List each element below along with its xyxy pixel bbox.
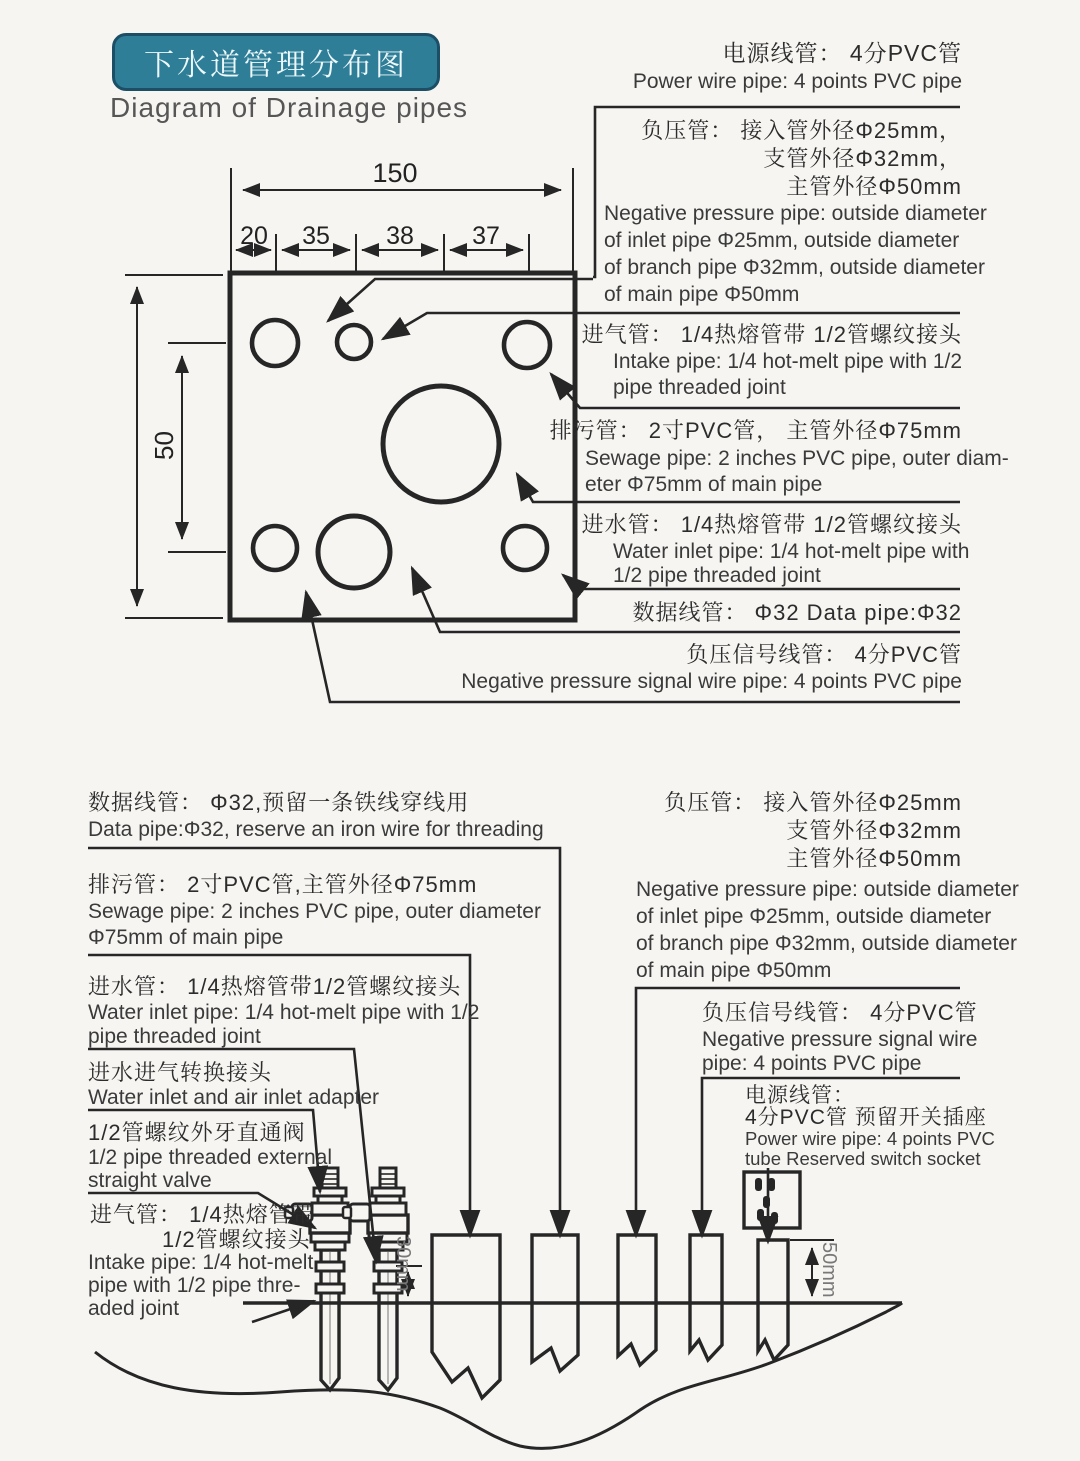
- label-sewage-en-2: eter Φ75mm of main pipe: [585, 473, 823, 496]
- label-b-data-en: Data pipe:Φ32, reserve an iron wire for threading: [88, 818, 544, 841]
- label-b-np-en-3: of branch pipe Φ32mm, outside diameter: [636, 932, 1017, 955]
- label-b-valve-en-1: 1/2 pipe threaded external: [88, 1146, 333, 1169]
- label-b-data-cn: 数据线管： Φ32,预留一条铁线穿线用: [88, 790, 470, 815]
- label-b-intake-cn-1: 进气管： 1/4热熔管带: [90, 1202, 315, 1227]
- label-b-power-en-1: Power wire pipe: 4 points PVC: [745, 1128, 995, 1149]
- label-b-intake-en-2: pipe with 1/2 pipe thre-: [88, 1274, 301, 1297]
- label-data-row: 数据线管： Φ32 Data pipe:Φ32: [632, 600, 962, 625]
- label-power-cn: 电源线管： 4分PVC管: [722, 40, 962, 66]
- hole-bottom-right: [503, 526, 547, 570]
- dim-seg3: 38: [386, 222, 414, 250]
- label-nps-en: Negative pressure signal wire pipe: 4 points PVC pipe: [461, 670, 962, 693]
- dim-depth-30mm: 30mm: [392, 1236, 414, 1292]
- label-power-en: Power wire pipe: 4 points PVC pipe: [632, 70, 962, 93]
- label-intake-cn: 进气管： 1/4热熔管带 1/2管螺纹接头: [581, 322, 962, 347]
- label-b-nps-en-1: Negative pressure signal wire: [702, 1028, 978, 1051]
- label-b-adapter-en: Water inlet and air inlet adapter: [88, 1086, 380, 1109]
- label-np-en-4: of main pipe Φ50mm: [604, 283, 800, 306]
- label-np-en-2: of inlet pipe Φ25mm, outside diameter: [604, 229, 960, 252]
- hole-top-middle: [337, 325, 371, 359]
- page-title: 下水道管理分布图: [144, 49, 408, 82]
- label-b-intake-en-1: Intake pipe: 1/4 hot-melt: [88, 1251, 314, 1274]
- pipe-power: [758, 1240, 788, 1360]
- label-b-power-cn-1: 电源线管：: [745, 1084, 855, 1107]
- label-water-cn: 进水管： 1/4热熔管带 1/2管螺纹接头: [581, 512, 962, 537]
- hole-center-large: [383, 386, 499, 502]
- label-b-power-cn-2: 4分PVC管 预留开关插座: [745, 1106, 987, 1129]
- pipe-np-signal: [690, 1235, 722, 1360]
- label-b-adapter-cn: 进水进气转换接头: [88, 1060, 273, 1085]
- label-b-valve-cn: 1/2管螺纹外牙直通阀: [88, 1120, 306, 1145]
- switch-socket-box: [744, 1172, 800, 1228]
- label-b-np-cn-1: 负压管： 接入管外径Φ25mm: [664, 790, 962, 815]
- page-subtitle: Diagram of Drainage pipes: [110, 92, 469, 123]
- label-np-cn-2: 支管外径Φ32mm，: [763, 146, 962, 171]
- label-b-sewage-en-1: Sewage pipe: 2 inches PVC pipe, outer diameter: [88, 900, 541, 923]
- label-b-power-en-2: tube Reserved switch socket: [745, 1148, 981, 1169]
- label-b-water-en-1: Water inlet pipe: 1/4 hot-melt pipe with 1/2: [88, 1001, 480, 1024]
- dim-seg1: 20: [240, 222, 268, 250]
- label-b-water-cn: 进水管： 1/4热熔管带1/2管螺纹接头: [88, 974, 462, 999]
- label-b-valve-en-2: straight valve: [88, 1169, 212, 1192]
- hole-bottom-middle: [318, 516, 390, 588]
- label-np-en-3: of branch pipe Φ32mm, outside diameter: [604, 256, 985, 279]
- dim-depth-50mm: 50mm: [818, 1242, 840, 1298]
- label-np-cn-1: 负压管： 接入管外径Φ25mm，: [641, 118, 962, 143]
- label-sewage-cn: 排污管： 2寸PVC管， 主管外径Φ75mm: [549, 418, 962, 443]
- dim-overall-width: 150: [372, 158, 418, 188]
- label-water-en-1: Water inlet pipe: 1/4 hot-melt pipe with: [613, 540, 970, 563]
- hole-top-left: [252, 320, 298, 366]
- label-b-sewage-en-2: Φ75mm of main pipe: [88, 926, 284, 949]
- label-b-water-en-2: pipe threaded joint: [88, 1025, 261, 1048]
- label-nps-cn: 负压信号线管： 4分PVC管: [686, 642, 962, 667]
- label-b-np-en-2: of inlet pipe Φ25mm, outside diameter: [636, 905, 992, 928]
- label-b-np-en-1: Negative pressure pipe: outside diameter: [636, 878, 1019, 901]
- dim-seg4: 37: [472, 222, 500, 250]
- label-intake-en-2: pipe threaded joint: [613, 376, 786, 399]
- hole-bottom-left: [253, 526, 297, 570]
- label-b-np-cn-3: 主管外径Φ50mm: [786, 846, 962, 871]
- plate-drawing: [230, 273, 575, 620]
- label-np-en-1: Negative pressure pipe: outside diameter: [604, 202, 987, 225]
- label-b-intake-cn-2: 1/2管螺纹接头: [162, 1227, 311, 1252]
- label-sewage-en-1: Sewage pipe: 2 inches PVC pipe, outer diam-: [585, 447, 1009, 470]
- label-water-en-2: 1/2 pipe threaded joint: [613, 564, 821, 587]
- label-b-nps-en-2: pipe: 4 points PVC pipe: [702, 1052, 922, 1075]
- label-b-nps-cn: 负压信号线管： 4分PVC管: [702, 1000, 978, 1025]
- label-b-sewage-cn: 排污管： 2寸PVC管,主管外径Φ75mm: [88, 872, 478, 897]
- dim-hole-spacing: 50: [149, 431, 179, 460]
- label-b-intake-en-3: aded joint: [88, 1297, 180, 1320]
- title-badge: [112, 33, 440, 91]
- label-b-np-en-4: of main pipe Φ50mm: [636, 959, 832, 982]
- label-np-cn-3: 主管外径Φ50mm: [786, 174, 962, 199]
- label-b-np-cn-2: 支管外径Φ32mm: [786, 818, 962, 843]
- dim-seg2: 35: [302, 222, 330, 250]
- hole-top-right: [504, 322, 550, 368]
- pipe-negative-pressure: [618, 1235, 656, 1365]
- label-intake-en-1: Intake pipe: 1/4 hot-melt pipe with 1/2: [613, 350, 963, 373]
- pipe-sewage: [432, 1235, 500, 1398]
